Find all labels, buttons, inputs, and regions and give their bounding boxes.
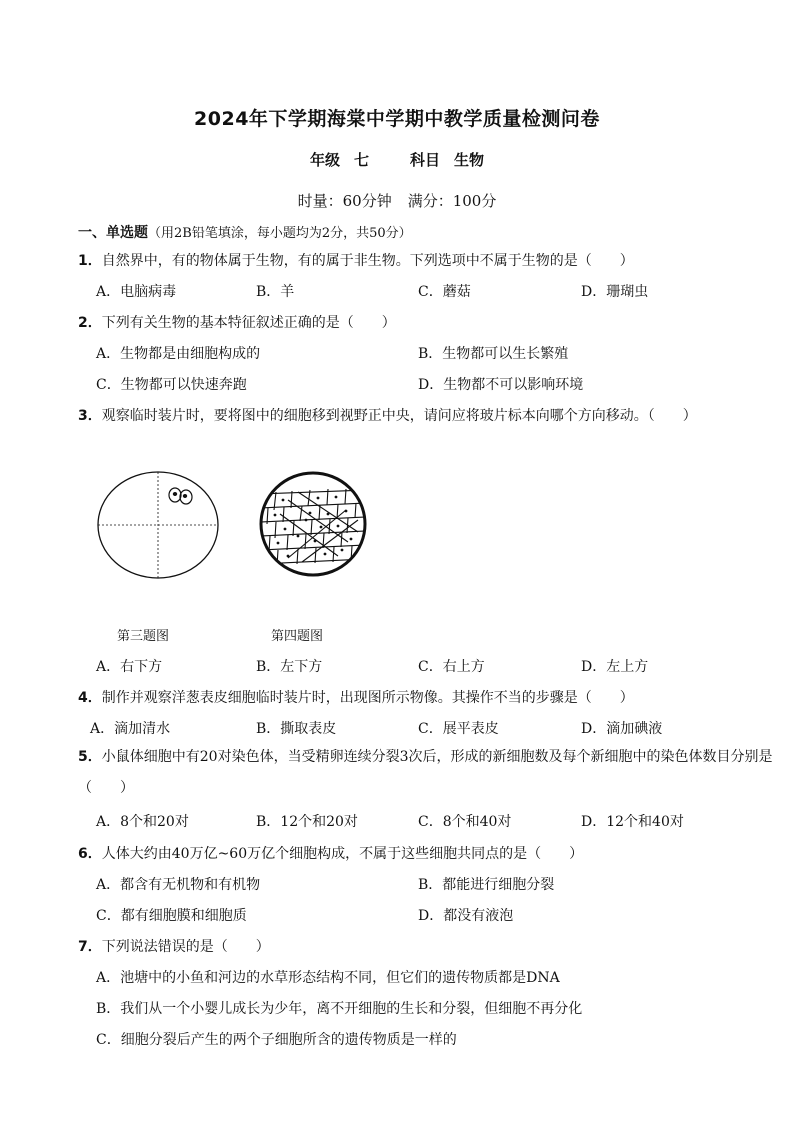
q4-option-b: B．撕取表皮 — [256, 721, 337, 737]
q5-option-d: D．12个和40对 — [581, 814, 684, 830]
figure-4-caption: 第四题图 — [271, 629, 324, 644]
figure-4-onion-epidermis — [258, 470, 368, 578]
cell-right-nucleus — [183, 494, 187, 498]
section-note: （用2B铅笔填涂，每小题均为2分，共50分） — [148, 226, 412, 241]
figure-3-caption: 第三题图 — [117, 629, 170, 644]
q1-option-d: D．珊瑚虫 — [581, 284, 649, 300]
q5-option-a: A．8个和20对 — [96, 814, 189, 830]
grade-label: 年级 — [309, 151, 340, 169]
q4-option-a: A．滴加清水 — [90, 721, 171, 737]
q6-option-d: D．都没有液泡 — [418, 908, 514, 924]
question-number: 4． — [78, 690, 102, 706]
q6-option-c: C．都有细胞膜和细胞质 — [96, 908, 247, 924]
question-number: 2． — [78, 315, 102, 331]
question-text: 下列说法错误的是（ ） — [101, 939, 270, 955]
question-text: 自然界中，有的物体属于生物，有的属于非生物。下列选项中不属于生物的是（ ） — [101, 253, 634, 269]
q7-option-a: A．池塘中的小鱼和河边的水草形态结构不同，但它们的遗传物质都是DNA — [96, 970, 560, 986]
q7-option-c: C．细胞分裂后产生的两个子细胞所含的遗传物质是一样的 — [96, 1032, 457, 1048]
q3-option-d: D．左上方 — [581, 659, 649, 675]
question-5-stem — [78, 742, 778, 804]
question-text: 小鼠体细胞中有20对染色体，当受精卵连续分裂3次后，形成的新细胞数及每个新细胞中的染色体数目分别是（ ） — [78, 749, 773, 796]
q3-option-c: C．右上方 — [418, 659, 485, 675]
q5-option-c: C．8个和40对 — [418, 814, 512, 830]
question-text: 人体大约由40万亿~60万亿个细胞构成，不属于这些细胞共同点的是（ ） — [101, 846, 584, 862]
section-heading — [78, 222, 412, 242]
page-title: 2024年下学期海棠中学期中教学质量检测问卷 — [194, 108, 600, 130]
q2-option-c: C．生物都可以快速奔跑 — [96, 377, 247, 393]
question-7-stem — [78, 936, 270, 956]
q4-option-d: D．滴加碘液 — [581, 721, 663, 737]
q5-option-b: B．12个和20对 — [256, 814, 358, 830]
q7-option-b: B．我们从一个小婴儿成长为少年，离不开细胞的生长和分裂，但细胞不再分化 — [96, 1001, 583, 1017]
overlapping-cells — [260, 489, 366, 566]
q3-option-b: B．左下方 — [256, 659, 323, 675]
question-1-stem — [78, 250, 634, 270]
q2-option-a: A．生物都是由细胞构成的 — [96, 346, 261, 362]
question-number: 3． — [78, 408, 102, 424]
question-3-stem — [78, 405, 697, 425]
cell-nuclei — [274, 496, 353, 558]
figure-3-microscope-field — [96, 470, 220, 580]
question-number: 7． — [78, 939, 102, 955]
question-number: 1． — [78, 253, 102, 269]
q1-option-a: A．电脑病毒 — [96, 284, 177, 300]
q2-option-d: D．生物都不可以影响环境 — [418, 377, 584, 393]
grade-subject-line — [0, 149, 794, 170]
cell-left-nucleus — [173, 492, 177, 496]
field-of-view-circle — [261, 473, 365, 575]
question-6-stem — [78, 843, 583, 863]
exam-meta — [0, 190, 794, 211]
subject-value: 生物 — [454, 151, 485, 169]
q2-option-b: B．生物都可以生长繁殖 — [418, 346, 569, 362]
q1-option-c: C．蘑菇 — [418, 284, 471, 300]
q3-option-a: A．右下方 — [96, 659, 163, 675]
section-title: 一、单选题 — [78, 225, 148, 241]
q6-option-a: A．都含有无机物和有机物 — [96, 877, 261, 893]
question-text: 下列有关生物的基本特征叙述正确的是（ ） — [101, 315, 396, 331]
q6-option-b: B．都能进行细胞分裂 — [418, 877, 555, 893]
exam-time: 时量：60分钟 — [297, 192, 392, 210]
question-4-stem — [78, 687, 634, 707]
question-number: 5． — [78, 749, 102, 765]
question-number: 6． — [78, 846, 102, 862]
subject-label: 科目 — [410, 151, 441, 169]
exam-score: 满分：100分 — [407, 192, 497, 210]
question-2-stem — [78, 312, 396, 332]
q4-option-c: C．展平表皮 — [418, 721, 499, 737]
grade-value: 七 — [353, 151, 369, 169]
question-text: 制作并观察洋葱表皮细胞临时装片时，出现图所示物像。其操作不当的步骤是（ ） — [101, 690, 634, 706]
question-text: 观察临时装片时，要将图中的细胞移到视野正中央，请问应将玻片标本向哪个方向移动。（ ） — [101, 408, 697, 424]
q1-option-b: B．羊 — [256, 284, 295, 300]
